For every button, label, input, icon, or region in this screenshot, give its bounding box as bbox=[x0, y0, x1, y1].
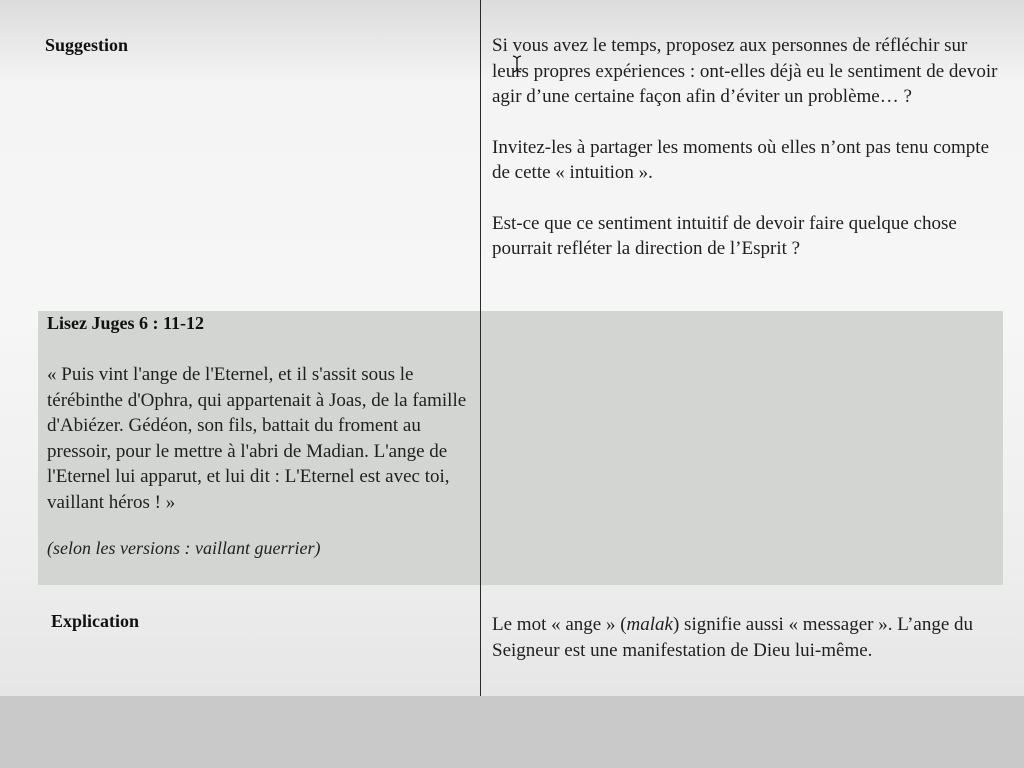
bottom-bezel bbox=[0, 696, 1024, 768]
bible-quote[interactable]: « Puis vint l'ange de l'Eternel, et il s'assit sous le térébinthe d'Ophra, qui appartenait à Joas, de la famille d'Abiézer. Gédéon, son fils, battait du froment au pressoir, pour le mettre à l'abri de Madian. L'ange de l'Eternel lui apparut, et lui dit : L'Eternel est avec toi, vaillant héros ! » bbox=[47, 364, 467, 513]
text-cursor-icon bbox=[512, 55, 522, 73]
explication-content[interactable] bbox=[492, 612, 1007, 663]
lisez-title: Lisez Juges 6 : 11-12 bbox=[47, 313, 204, 333]
bible-quote-block[interactable] bbox=[47, 362, 472, 515]
column-divider bbox=[480, 0, 481, 696]
explication-text[interactable] bbox=[492, 612, 1007, 663]
suggestion-label: Suggestion bbox=[45, 35, 129, 55]
suggestion-paragraph-2[interactable]: Invitez-les à partager les moments où elles n’ont pas tenu compte de cette « intuition ». bbox=[492, 136, 990, 183]
explication-label: Explication bbox=[51, 611, 140, 631]
versions-note[interactable]: (selon les versions : vaillant guerrier) bbox=[47, 538, 321, 558]
suggestion-paragraph-1[interactable]: Si vous avez le temps, proposez aux personnes de réfléchir sur leurs propres expériences : ont-elles déjà eu le sentiment de devoir agir d’une certaine façon afin d’éviter un problème… ? bbox=[492, 35, 998, 107]
explication-text-after: ) signifie aussi « messager ». L’ange du Seigneur est une manifestation de Dieu lui-même. bbox=[492, 614, 974, 661]
explication-term-malak: malak bbox=[626, 614, 673, 635]
suggestion-paragraph-3[interactable]: Est-ce que ce sentiment intuitif de devoir faire quelque chose pourrait refléter la direction de l’Esprit ? bbox=[492, 212, 957, 259]
explication-text-before: Le mot « ange » ( bbox=[492, 614, 627, 635]
suggestion-content[interactable] bbox=[492, 33, 1007, 262]
